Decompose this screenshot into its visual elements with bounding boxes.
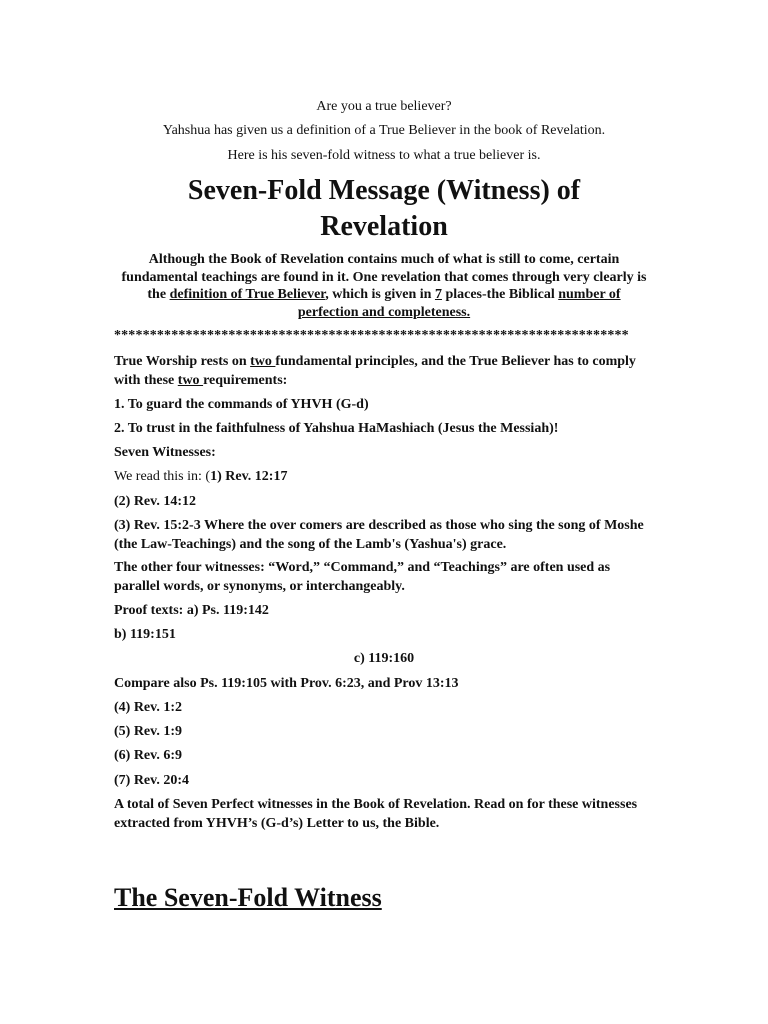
reference-4: (4) Rev. 1:2: [114, 700, 183, 715]
requirement-2: 2. To trust in the faithfulness of Yahshua HaMashiach (Jesus the Messiah)!: [114, 421, 559, 436]
reference-5: (5) Rev. 1:9: [114, 724, 183, 739]
worship-text-2: fundamental principles, and the True Believer has to comply with these: [114, 354, 636, 388]
worship-underline-two-2: two: [177, 373, 204, 388]
compare-line: Compare also Ps. 119:105 with Prov. 6:23, and Prov 13:13: [114, 676, 459, 691]
intro-definition: Yahshua has given us a definition of a True Believer in the book of Revelation.: [162, 123, 606, 138]
intro-witness: Here is his seven-fold witness to what a true believer is.: [227, 148, 541, 163]
total-witnesses-paragraph: A total of Seven Perfect witnesses in the Book of Revelation. Read on for these witnesses extracted from YHVH’s (G-d’s) Letter to us, the Bible.: [114, 797, 638, 831]
summary-underline-definition: definition of True Believer: [169, 287, 326, 302]
summary-underline-seven: 7: [434, 287, 442, 302]
reference-7: (7) Rev. 20:4: [114, 773, 190, 788]
summary-underline-perfection: number of perfection and completeness.: [297, 287, 621, 320]
read-reference-line: [114, 467, 654, 486]
reference-2: (2) Rev. 14:12: [114, 494, 197, 509]
reference-6: (6) Rev. 6:9: [114, 748, 183, 763]
read-prefix: We read this in: (: [114, 469, 211, 484]
worship-paragraph: [114, 352, 654, 390]
asterisk-divider: ************************************************************************: [114, 328, 629, 343]
reference-1: 1) Rev. 12:17: [210, 469, 288, 484]
title-line-2: Revelation: [320, 211, 448, 242]
proof-text-c: c) 119:160: [353, 651, 415, 666]
proof-text-b: b) 119:151: [114, 627, 176, 642]
requirement-1: 1. To guard the commands of YHVH (G-d): [114, 397, 369, 412]
worship-text-1: True Worship rests on: [114, 354, 251, 369]
summary-text-3: places-the Biblical: [441, 287, 559, 302]
worship-text-3: requirements:: [203, 373, 288, 388]
other-four-witnesses: The other four witnesses: “Word,” “Command,” and “Teachings” are often used as parallel words, or synonyms, or interchangeably.: [114, 560, 611, 594]
reference-3: (3) Rev. 15:2-3 Where the over comers are described as those who sing the song of Moshe (the Law-Teachings) and the song of the Lamb's (Yashua's) grace.: [114, 518, 644, 552]
summary-text-2: , which is given in: [325, 287, 435, 302]
proof-text-a: Proof texts: a) Ps. 119:142: [114, 603, 269, 618]
summary-paragraph: [120, 251, 648, 321]
intro-question: Are you a true believer?: [316, 99, 452, 114]
page-title: [100, 173, 668, 245]
title-line-1: Seven-Fold Message (Witness) of: [187, 175, 581, 206]
seven-witnesses-label: Seven Witnesses:: [114, 445, 216, 460]
summary-text-1: Although the Book of Revelation contains much of what is still to come, certain fundamental teachings are found in it. One revelation that comes through very clearly is the: [121, 252, 647, 302]
worship-underline-two-1: two: [250, 354, 276, 369]
section-heading: The Seven-Fold Witness: [114, 883, 382, 912]
